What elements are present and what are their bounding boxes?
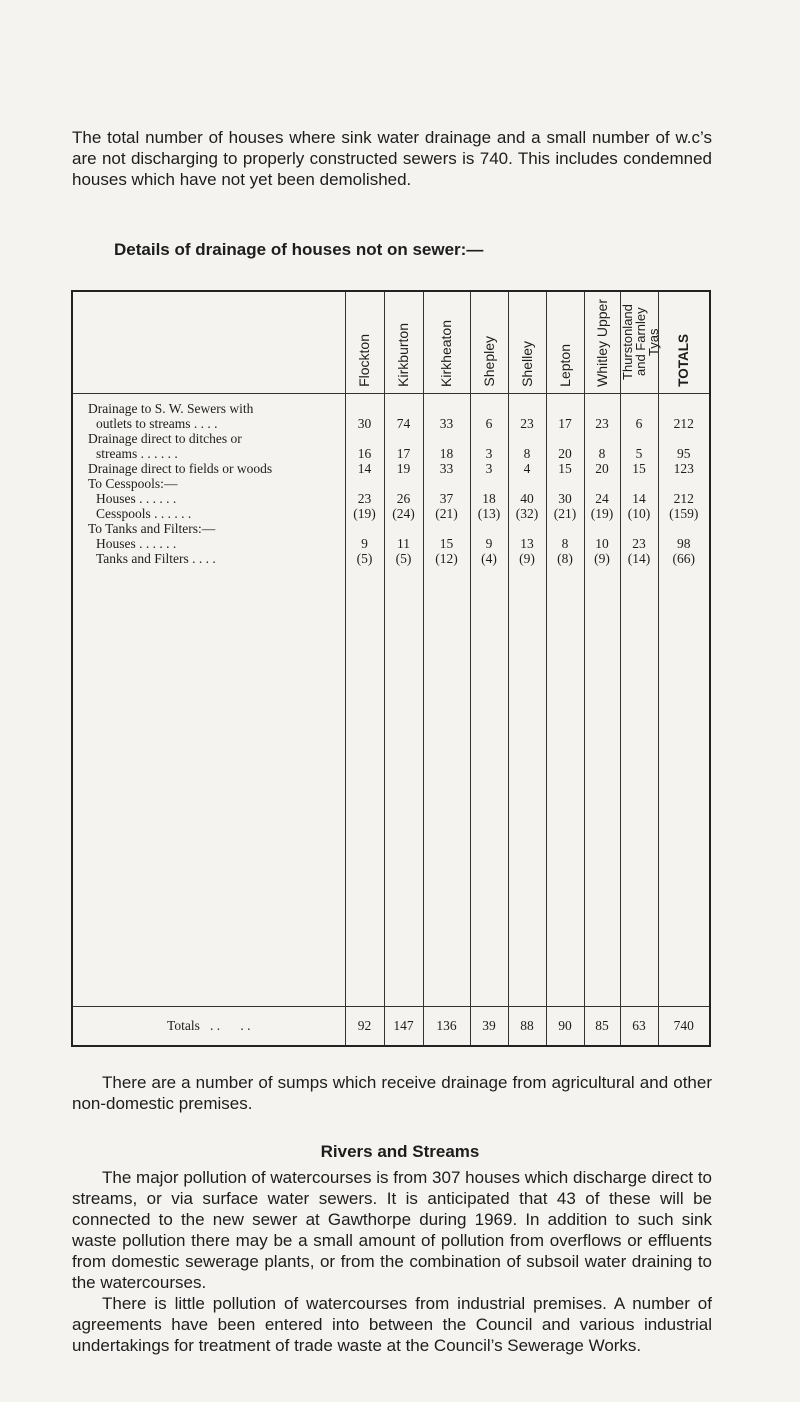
table-cell — [659, 431, 710, 446]
total-cell: 90 — [546, 1007, 584, 1047]
table-cell — [424, 476, 470, 491]
sumps-text: There are a number of sumps which receive drainage from agricultural and other non-domestic premises. — [72, 1073, 712, 1113]
table-cell: (66) — [672, 551, 695, 566]
rivers-heading: Rivers and Streams — [320, 1142, 480, 1161]
table-cell: 37 — [439, 491, 454, 506]
col-values-kirkburton — [384, 394, 423, 1007]
table-cell: 8 — [561, 536, 569, 551]
table-cell — [585, 521, 620, 536]
table-cell: 9 — [361, 536, 368, 551]
sumps-paragraph — [72, 1072, 712, 1114]
row-label: To Cesspools:— — [88, 476, 178, 491]
table-cell — [385, 521, 423, 536]
row-label: outlets to streams . . . . — [96, 416, 218, 431]
table-cell: 23 — [632, 536, 646, 551]
table-cell: 5 — [635, 446, 643, 461]
col-header-thurstonland-farnley-tyas: Thurstonland and Farnley Tyas — [619, 304, 661, 380]
table-cell: 11 — [397, 536, 410, 551]
table-cell: 24 — [595, 491, 609, 506]
table-cell: 30 — [357, 416, 372, 431]
table-cell: 33 — [439, 461, 454, 476]
table-cell: 23 — [357, 491, 372, 506]
table-cell: 15 — [632, 461, 646, 476]
col-values-shepley — [470, 394, 508, 1007]
table-cell: (12) — [435, 551, 458, 566]
col-values-lepton — [546, 394, 584, 1007]
table-cell: 26 — [396, 491, 411, 506]
col-header-shelley: Shelley — [518, 341, 535, 387]
col-values-thurstonland — [620, 394, 658, 1007]
table-cell: 40 — [520, 491, 534, 506]
totals-label: Totals . . . . — [72, 1007, 345, 1047]
table-cell: (5) — [356, 551, 373, 566]
table-header-row — [72, 291, 710, 394]
table-cell: (32) — [515, 506, 539, 521]
table-cell — [547, 521, 584, 536]
table-cell: 23 — [520, 416, 534, 431]
table-cell: 13 — [520, 536, 534, 551]
table-cell: (19) — [590, 506, 614, 521]
table-cell: 74 — [396, 416, 411, 431]
total-cell: 88 — [508, 1007, 546, 1047]
table-cell: (9) — [594, 551, 610, 566]
table-cell: (159) — [669, 506, 699, 521]
col-header-flockton: Flockton — [356, 334, 372, 387]
totals-row — [72, 1007, 710, 1047]
row-label: Drainage direct to fields or woods — [88, 461, 273, 476]
table-cell — [621, 521, 658, 536]
table-cell: (21) — [435, 506, 458, 521]
table-cell: 16 — [357, 446, 372, 461]
table-cell: (19) — [353, 506, 376, 521]
table-cell — [621, 401, 658, 416]
row-label: streams . . . . . . — [96, 446, 178, 461]
row-labels — [72, 394, 345, 1007]
table-cell: 17 — [558, 416, 572, 431]
table-cell — [424, 521, 470, 536]
col-values-kirkheaton — [423, 394, 470, 1007]
rivers-text-2: There is little pollution of watercourses from industrial premises. A number of agreements have been entered into between the Council and various industrial undertakings for treatment of trade waste at the Council’s Sewerage Works. — [72, 1294, 712, 1355]
table-cell — [471, 401, 508, 416]
table-cell — [621, 476, 658, 491]
table-cell: (8) — [557, 551, 573, 566]
table-cell — [346, 521, 384, 536]
table-cell: 23 — [595, 416, 609, 431]
table-cell: 33 — [439, 416, 454, 431]
table-cell — [547, 476, 584, 491]
table-cell: 18 — [439, 446, 454, 461]
table-cell: (13) — [477, 506, 501, 521]
table-cell: 15 — [558, 461, 572, 476]
row-label: Houses . . . . . . — [96, 491, 177, 506]
table-cell — [585, 431, 620, 446]
drainage-table — [71, 290, 711, 1047]
header-blank — [72, 291, 345, 394]
table-cell: 17 — [396, 446, 411, 461]
total-cell: 92 — [345, 1007, 384, 1047]
table-cell — [659, 476, 710, 491]
total-cell: 63 — [620, 1007, 658, 1047]
table-caption: Details of drainage of houses not on sewer:— — [114, 240, 484, 259]
table-cell — [509, 521, 546, 536]
table-cell: 9 — [485, 536, 493, 551]
intro-paragraph: The total number of houses where sink water drainage and a small number of w.c’s are not discharging to properly constructed sewers is 740. This includes condemned houses which have not yet been demolished. — [72, 128, 712, 189]
table-cell — [385, 476, 423, 491]
table-cell: (5) — [395, 551, 412, 566]
table-cell — [509, 401, 546, 416]
col-header-shepley: Shepley — [480, 336, 497, 387]
table-cell — [471, 521, 508, 536]
row-label: Drainage to S. W. Sewers with — [88, 401, 254, 416]
total-cell: 39 — [470, 1007, 508, 1047]
table-cell — [385, 431, 423, 446]
table-cell: 6 — [635, 416, 643, 431]
table-cell: 18 — [482, 491, 496, 506]
row-label: To Tanks and Filters:— — [88, 521, 216, 536]
table-cell — [471, 476, 508, 491]
row-label: Houses . . . . . . — [96, 536, 177, 551]
col-header-kirkheaton: Kirkheaton — [438, 320, 454, 387]
table-cell: 98 — [677, 536, 691, 551]
row-label: Tanks and Filters . . . . — [96, 551, 216, 566]
rivers-paragraph-1 — [72, 1167, 712, 1293]
table-cell — [424, 431, 470, 446]
table-cell: 8 — [523, 446, 531, 461]
table-cell — [346, 431, 384, 446]
table-cell: 4 — [523, 461, 531, 476]
col-header-whitley-upper: Whitley Upper — [593, 299, 610, 387]
table-cell — [471, 431, 508, 446]
table-cell: 19 — [396, 461, 411, 476]
row-label: Drainage direct to ditches or — [88, 431, 242, 446]
total-cell: 740 — [658, 1007, 710, 1047]
col-values-whitley-upper — [584, 394, 620, 1007]
table-cell: 3 — [485, 446, 493, 461]
table-cell — [547, 431, 584, 446]
col-header-lepton: Lepton — [556, 344, 573, 387]
table-cell: (4) — [481, 551, 497, 566]
table-cell — [585, 401, 620, 416]
table-cell — [385, 401, 423, 416]
table-cell: 212 — [673, 416, 694, 431]
table-cell: 8 — [598, 446, 606, 461]
table-cell: 14 — [357, 461, 372, 476]
table-body-row — [72, 394, 710, 1007]
table-cell — [509, 476, 546, 491]
table-cell: 95 — [677, 446, 691, 461]
table-cell — [346, 476, 384, 491]
table-cell: (10) — [627, 506, 651, 521]
table-cell: 14 — [632, 491, 646, 506]
table-cell: 3 — [485, 461, 493, 476]
table-cell: (14) — [627, 551, 651, 566]
table-cell — [346, 401, 384, 416]
table-cell: (24) — [392, 506, 415, 521]
col-values-flockton — [345, 394, 384, 1007]
table-cell: (21) — [553, 506, 577, 521]
rivers-paragraph-2 — [72, 1293, 712, 1356]
total-cell: 136 — [423, 1007, 470, 1047]
table-cell: 15 — [439, 536, 454, 551]
total-cell: 147 — [384, 1007, 423, 1047]
table-cell: (9) — [519, 551, 535, 566]
table-cell: 212 — [673, 491, 694, 506]
table-cell: 20 — [595, 461, 609, 476]
table-cell — [509, 431, 546, 446]
table-cell: 6 — [485, 416, 493, 431]
total-cell: 85 — [584, 1007, 620, 1047]
col-header-totals: TOTALS — [676, 334, 692, 387]
table-cell: 30 — [558, 491, 572, 506]
col-values-totals — [658, 394, 710, 1007]
col-header-kirkburton: Kirkburton — [395, 323, 411, 387]
table-cell: 123 — [673, 461, 694, 476]
table-cell: 20 — [558, 446, 572, 461]
rivers-text-1: The major pollution of watercourses is from 307 houses which discharge direct to streams, or via surface water sewers. It is anticipated that 43 of these will be connected to the new sewer at Gawthorpe during 1969. In addition to such sink waste pollution there may be a small amount of pollution from overflows or effluents from domestic sewerage plants, or from the combination of subsoil water draining to the watercourses. — [72, 1168, 712, 1292]
table-cell — [659, 401, 710, 416]
table-cell: 10 — [595, 536, 609, 551]
table-cell — [621, 431, 658, 446]
col-values-shelley — [508, 394, 546, 1007]
table-cell — [659, 521, 710, 536]
table-cell — [585, 476, 620, 491]
table-cell — [424, 401, 470, 416]
table-cell — [547, 401, 584, 416]
row-label: Cesspools . . . . . . — [96, 506, 192, 521]
